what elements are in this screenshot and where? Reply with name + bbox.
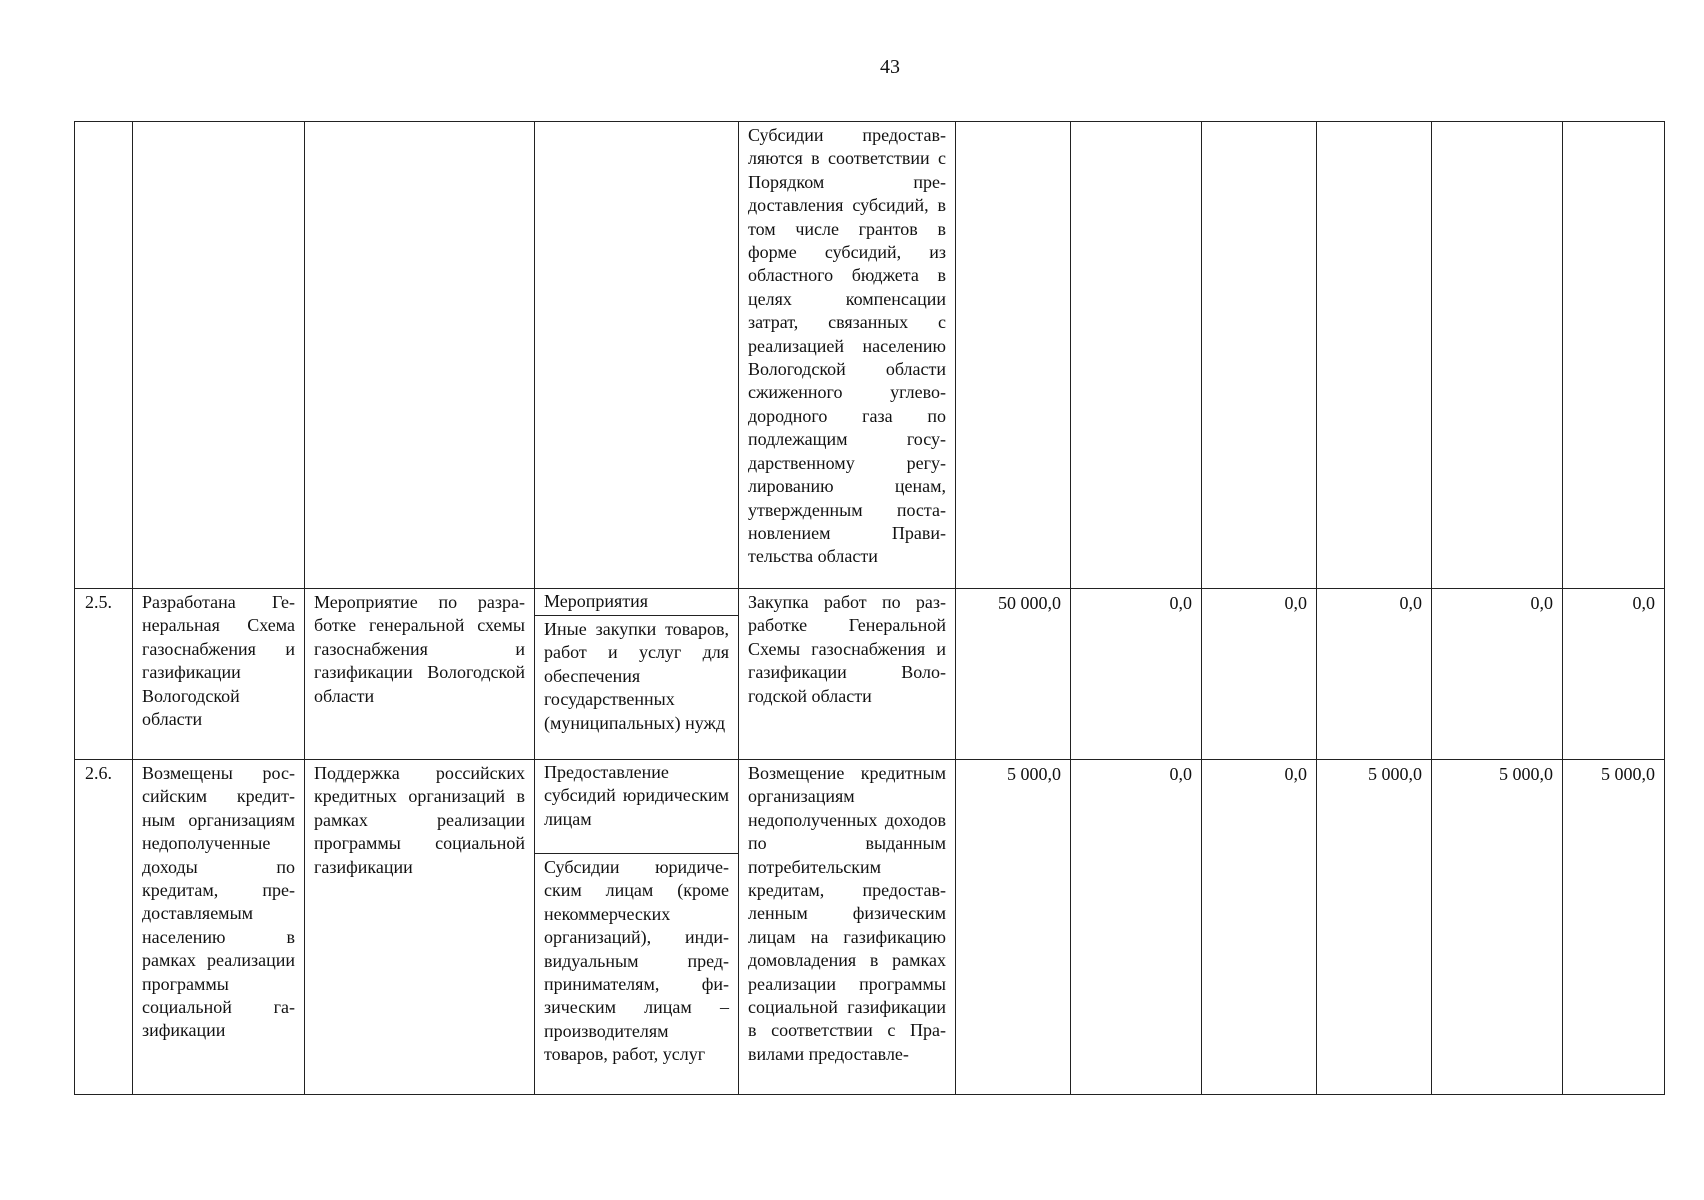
value-text: 5 000,0 [1007,764,1061,784]
measure-cell [305,760,535,1095]
measure-text: Мероприятие по разработке генеральной схемы газоснабжения и газификации Вологодской области [314,592,525,706]
description-cell [739,589,956,760]
value-text: 50 000,0 [998,593,1061,613]
value-cell [1317,760,1432,1095]
table-row [75,122,1665,589]
page-number: 43 [880,56,900,78]
value-text: 0,0 [1530,593,1553,613]
value-cell [956,760,1071,1095]
value-cell [956,589,1071,760]
value-text: 0,0 [1284,593,1307,613]
measure-cell [305,122,535,589]
result-cell [133,122,305,589]
row-index: 2.6. [85,763,112,783]
value-cell [956,122,1071,589]
value-cell [1432,122,1563,589]
result-text: Разработана Генеральная Схема газоснабжения и газификации Вологодской области [142,592,295,730]
description-cell [739,760,956,1095]
description-text: Возмещение кредитным организациям недополученных доходов по выданным потребительским кредитам, предоставленным физическим лицам на газификацию домовладения в рамках реализации программы социальной газификации в соответствии с Правилами предоставле- [748,763,946,1064]
type-subcategory: Иные закупки товаров, работ и услуг для обеспечения государственных (муниципальных) нужд [544,619,729,733]
value-text: 0,0 [1284,764,1307,784]
value-text: 5 000,0 [1499,764,1553,784]
value-text: 0,0 [1632,593,1655,613]
description-text: Субсидии предоставляются в соответствии с Порядком предоставления субсидий, в том числе грантов в форме субсидий, из областного бюджета в целях компенсации затрат, связанных с реализацией населению Вологодской области сжиженного углеводородного газа по подлежащим государственному регулированию ценам, утвержденным постановлением Правительства области [748,125,946,567]
value-cell [1317,122,1432,589]
result-cell [133,589,305,760]
value-text: 0,0 [1399,593,1422,613]
type-subcategory: Субсидии юридическим лицам (кроме некоммерческих организаций), индивидуальным предпринимателям, физическим лицам – производителям товаров, работ, услуг [544,857,729,1065]
value-cell [1317,589,1432,760]
value-cell [1432,760,1563,1095]
value-cell [1202,589,1317,760]
value-text: 0,0 [1169,764,1192,784]
value-text: 5 000,0 [1601,764,1655,784]
type-category: Мероприятия [535,589,738,616]
value-cell [1202,122,1317,589]
value-cell [1563,760,1665,1095]
value-cell [1563,122,1665,589]
type-cell [535,589,739,760]
index-cell [75,589,133,760]
program-table [74,121,1665,1095]
index-cell [75,760,133,1095]
value-cell [1071,589,1202,760]
table-row [75,760,1665,1095]
result-cell [133,760,305,1095]
table-row [75,589,1665,760]
value-cell [1071,760,1202,1095]
type-cell [535,122,739,589]
measure-cell [305,589,535,760]
index-cell [75,122,133,589]
value-cell [1202,760,1317,1095]
value-cell [1563,589,1665,760]
row-index: 2.5. [85,592,112,612]
result-text: Возмещены российским кредитным организациям недополученные доходы по кредитам, предоставляемым населению в рамках реализации программы социальной газификации [142,763,295,1041]
value-text: 0,0 [1169,593,1192,613]
type-category: Предоставление субсидий юридическим лицам [535,760,738,854]
value-cell [1432,589,1563,760]
description-cell [739,122,956,589]
value-cell [1071,122,1202,589]
value-text: 5 000,0 [1368,764,1422,784]
type-cell [535,760,739,1095]
description-text: Закупка работ по разработке Генеральной Схемы газоснабжения и газификации Вологодской области [748,592,946,706]
measure-text: Поддержка российских кредитных организаций в рамках реализации программы социальной газификации [314,763,525,877]
